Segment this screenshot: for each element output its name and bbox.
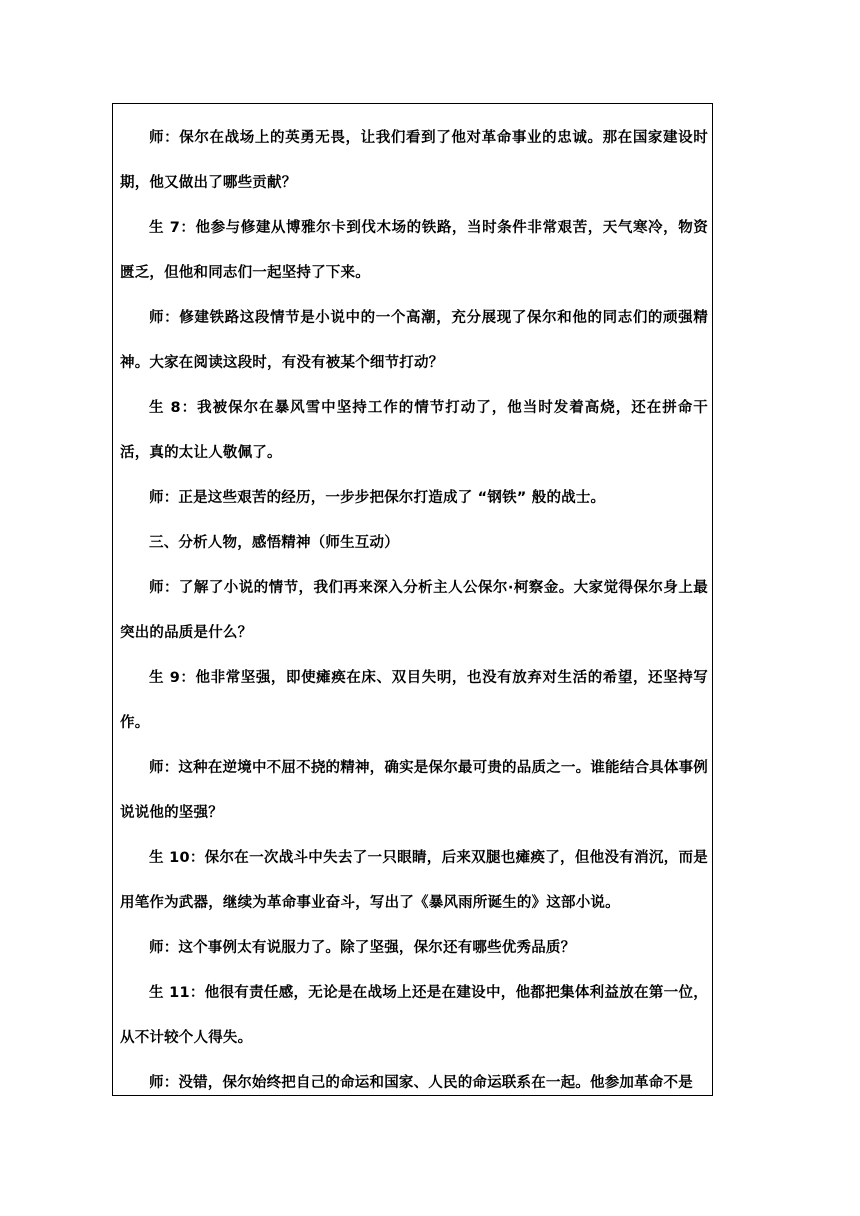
paragraph-student-9: 生 9：他非常坚强，即使瘫痪在床、双目失明，也没有放弃对生活的希望，还坚持写作。	[120, 670, 708, 731]
document-content	[120, 116, 708, 1096]
section-heading: 三、分析人物，感悟精神（师生互动）	[149, 535, 399, 551]
paragraph-teacher-1: 师：保尔在战场上的英勇无畏，让我们看到了他对革命事业的忠诚。那在国家建设时期，他又做出了哪些贡献？	[120, 130, 708, 191]
paragraph-teacher-2: 师：修建铁路这段情节是小说中的一个高潮，充分展现了保尔和他的同志们的顽强精神。大家在阅读这段时，有没有被某个细节打动？	[120, 310, 708, 371]
paragraph-teacher-7: 师：没错，保尔始终把自己的命运和国家、人民的命运联系在一起。他参加革命不是	[149, 1075, 693, 1091]
paragraph-student-10: 生 10：保尔在一次战斗中失去了一只眼睛，后来双腿也瘫痪了，但他没有消沉，而是用笔作为武器，继续为革命事业奋斗，写出了《暴风雨所诞生的》这部小说。	[120, 850, 708, 911]
paragraph-teacher-6: 师：这个事例太有说服力了。除了坚强，保尔还有哪些优秀品质？	[149, 940, 576, 956]
paragraph-teacher-4: 师：了解了小说的情节，我们再来深入分析主人公保尔·柯察金。大家觉得保尔身上最突出的品质是什么？	[120, 580, 708, 641]
paragraph-student-11: 生 11：他很有责任感，无论是在战场上还是在建设中，他都把集体利益放在第一位，从不计较个人得失。	[120, 985, 708, 1046]
paragraph-student-8: 生 8：我被保尔在暴风雪中坚持工作的情节打动了，他当时发着高烧，还在拼命干活，真的太让人敬佩了。	[120, 400, 708, 461]
document-frame	[112, 103, 713, 1096]
paragraph-teacher-3: 师：正是这些艰苦的经历，一步步把保尔打造成了 “钢铁” 般的战士。	[149, 490, 606, 506]
paragraph-teacher-5: 师：这种在逆境中不屈不挠的精神，确实是保尔最可贵的品质之一。谁能结合具体事例说说他的坚强？	[120, 760, 708, 821]
paragraph-student-7: 生 7：他参与修建从博雅尔卡到伐木场的铁路，当时条件非常艰苦，天气寒冷，物资匮乏，但他和同志们一起坚持了下来。	[120, 220, 708, 281]
